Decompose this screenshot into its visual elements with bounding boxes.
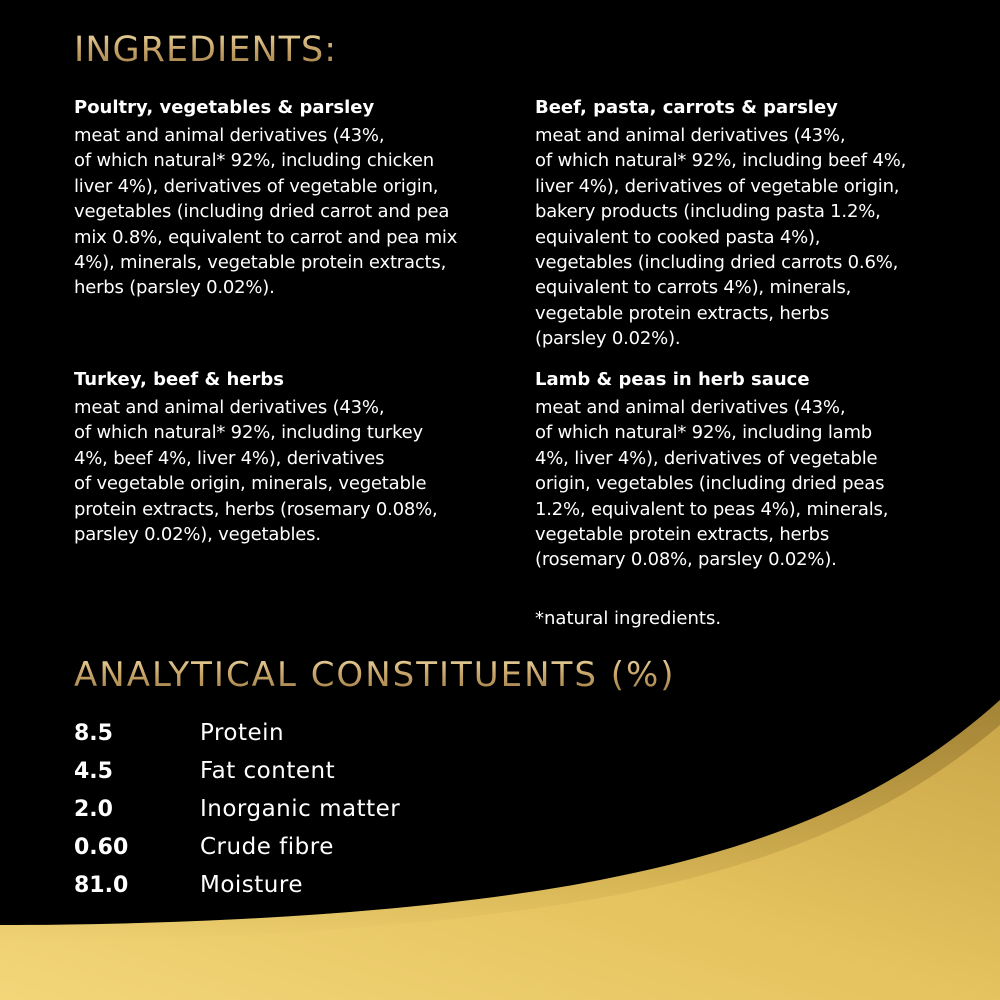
constituent-name: Crude fibre <box>200 834 334 860</box>
recipe-description: meat and animal derivatives (43%, of which natural* 92%, including chicken liver 4%), derivatives of vegetable origin, vegetables (including dried carrot and pea mix 0.8%, equivalent to carrot and pea mix 4%), minerals, vegetable protein extracts, herbs (parsley 0.02%). <box>74 125 458 299</box>
recipe-description: meat and animal derivatives (43%, of which natural* 92%, including lamb 4%, liver 4%), derivatives of vegetable origin, vegetables (including dried peas 1.2%, equivalent to peas 4%), minerals, vegetable protein extracts, herbs (rosemary 0.08%, parsley 0.02%). <box>535 397 889 571</box>
constituent-name: Moisture <box>200 872 303 898</box>
recipe-block <box>74 95 524 301</box>
recipe-description: meat and animal derivatives (43%, of which natural* 92%, including turkey 4%, beef 4%, liver 4%), derivatives of vegetable origin, minerals, vegetable protein extracts, herbs (rosemary 0.08%, parsley 0.02%), vegetables. <box>74 397 438 546</box>
recipe-title: Turkey, beef & herbs <box>74 369 284 390</box>
recipe-title: Beef, pasta, carrots & parsley <box>535 97 838 118</box>
constituent-value: 0.60 <box>74 834 129 860</box>
constituent-value: 81.0 <box>74 872 129 898</box>
analytical-constituents-heading: ANALYTICAL CONSTITUENTS (%) <box>74 655 676 695</box>
recipe-block <box>535 95 985 352</box>
recipe-block <box>535 367 985 573</box>
recipe-description: meat and animal derivatives (43%, of which natural* 92%, including beef 4%, liver 4%), derivatives of vegetable origin, bakery products (including pasta 1.2%, equivalent to cooked pasta 4%), vegetables (including dried carrots 0.6%, equivalent to carrots 4%), minerals, vegetable protein extracts, herbs (parsley 0.02%). <box>535 125 907 350</box>
constituent-row <box>74 790 400 828</box>
constituent-row <box>74 714 400 752</box>
constituent-value: 2.0 <box>74 796 113 822</box>
constituent-row <box>74 828 400 866</box>
constituent-value: 8.5 <box>74 720 113 746</box>
recipe-block <box>74 367 524 547</box>
constituent-row <box>74 752 400 790</box>
constituent-value: 4.5 <box>74 758 113 784</box>
constituent-name: Fat content <box>200 758 336 784</box>
recipe-title: Poultry, vegetables & parsley <box>74 97 375 118</box>
recipe-title: Lamb & peas in herb sauce <box>535 369 810 390</box>
constituent-name: Protein <box>200 720 285 746</box>
ingredients-heading: INGREDIENTS: <box>74 30 338 70</box>
constituent-name: Inorganic matter <box>200 796 401 822</box>
constituents-table <box>74 714 400 904</box>
constituent-row <box>74 866 400 904</box>
natural-ingredients-footnote: *natural ingredients. <box>535 608 722 629</box>
